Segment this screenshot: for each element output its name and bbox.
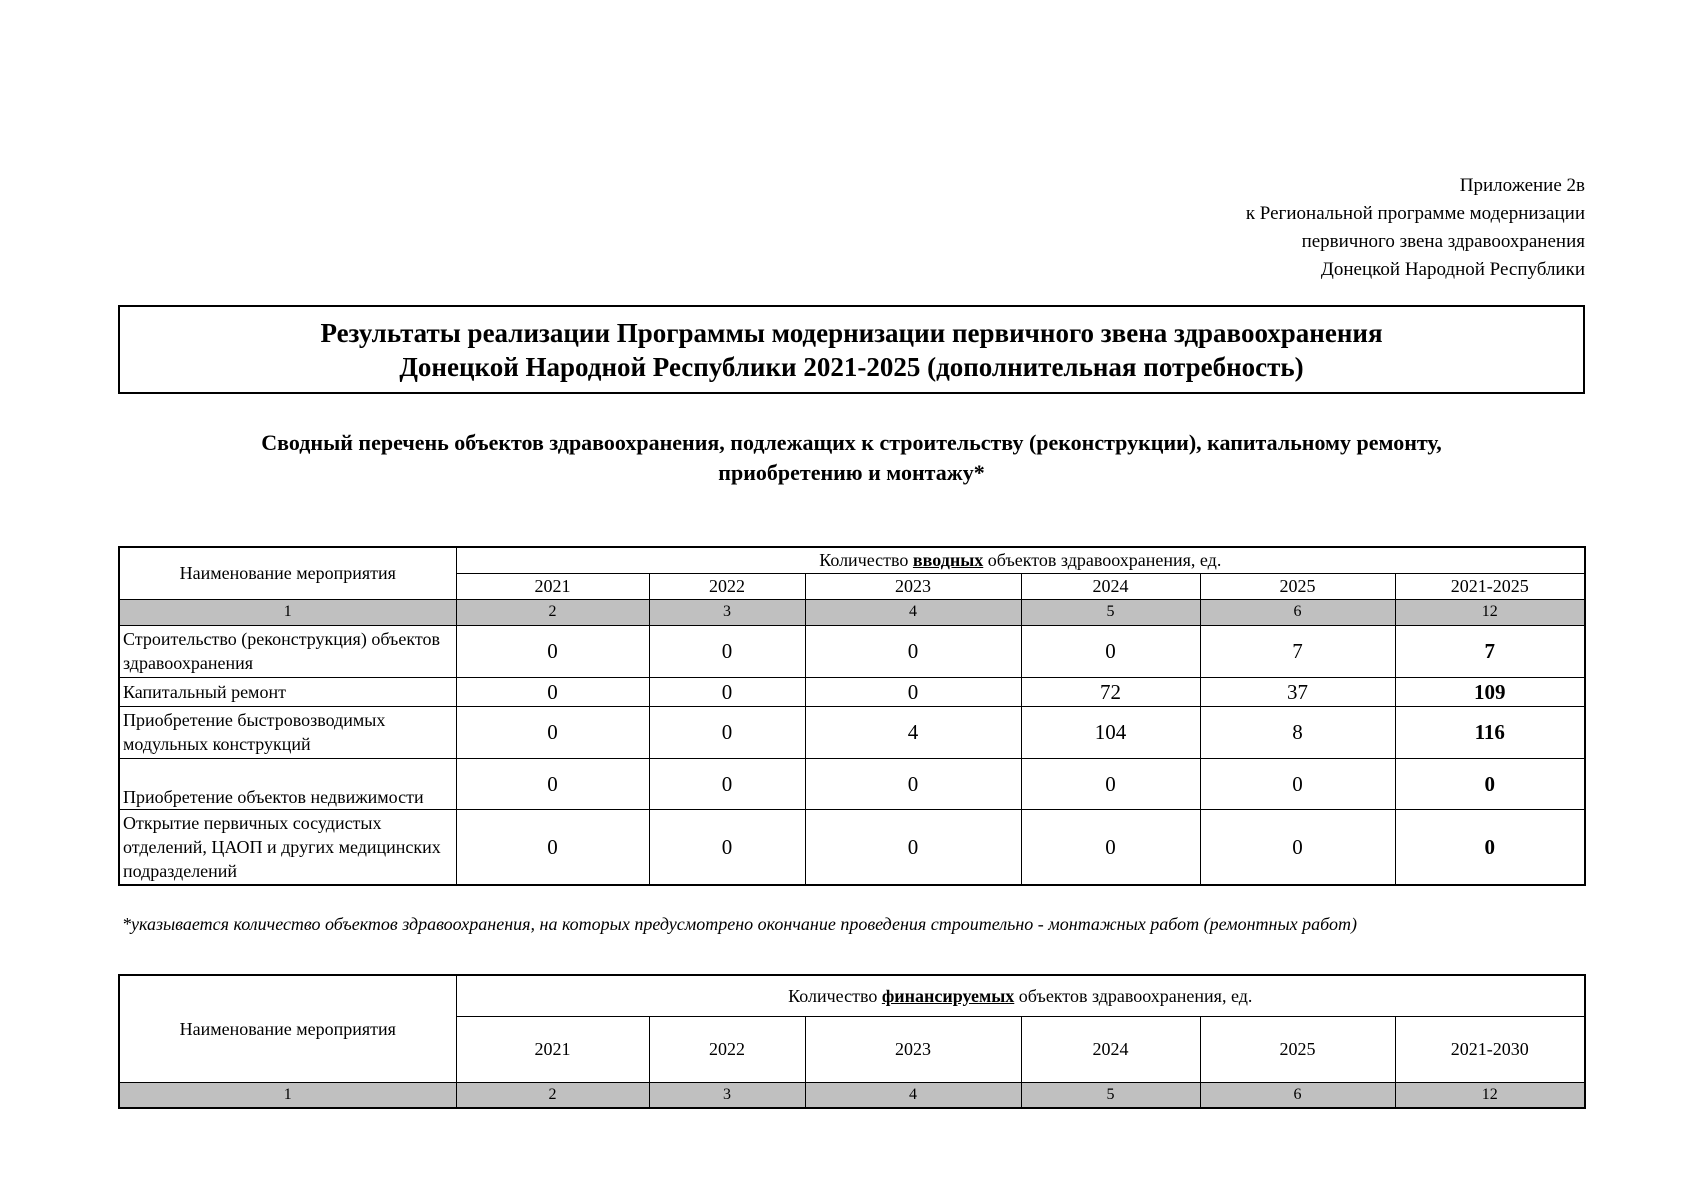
cell-value: 104: [1021, 706, 1200, 758]
column-number: 2: [456, 599, 649, 625]
cell-value: 0: [1021, 625, 1200, 677]
row-name: Открытие первичных сосудистых отделений, ЦАОП и других медицинских подразделений: [119, 809, 456, 885]
table-header-row: [119, 547, 1585, 573]
column-number: 3: [649, 599, 805, 625]
row-total: 116: [1395, 706, 1585, 758]
column-number: 12: [1395, 1082, 1585, 1108]
table-row: [119, 758, 1585, 809]
appendix-line: Приложение 2в: [1459, 175, 1585, 196]
row-total: 0: [1395, 758, 1585, 809]
group-header-pre: Количество: [819, 550, 913, 571]
row-total: 0: [1395, 809, 1585, 885]
cell-value: 8: [1200, 706, 1395, 758]
cell-value: 0: [456, 677, 649, 706]
cell-value: 0: [805, 809, 1021, 885]
year-header: 2024: [1021, 1016, 1200, 1082]
year-header: 2023: [805, 1016, 1021, 1082]
table-row: [119, 677, 1585, 706]
cell-value: 0: [456, 625, 649, 677]
cell-value: 72: [1021, 677, 1200, 706]
column-number: 4: [805, 599, 1021, 625]
row-total: 109: [1395, 677, 1585, 706]
column-number: 6: [1200, 599, 1395, 625]
column-number: 4: [805, 1082, 1021, 1108]
year-header: 2024: [1021, 573, 1200, 599]
group-header: [456, 547, 1585, 573]
cell-value: 0: [1200, 809, 1395, 885]
column-number: 12: [1395, 599, 1585, 625]
document-subtitle: [118, 428, 1585, 488]
year-header: 2021-2025: [1395, 573, 1585, 599]
cell-value: 0: [1200, 758, 1395, 809]
cell-value: 0: [805, 677, 1021, 706]
name-column-header: Наименование мероприятия: [119, 975, 456, 1082]
row-name: Приобретение объектов недвижимости: [119, 758, 456, 809]
column-number: 6: [1200, 1082, 1395, 1108]
subtitle-line: Сводный перечень объектов здравоохранения, подлежащих к строительству (реконструкции), капитальному ремонту,: [261, 430, 1442, 455]
group-header: [456, 975, 1585, 1016]
appendix-line: к Региональной программе модернизации: [1245, 203, 1585, 224]
cell-value: 0: [805, 625, 1021, 677]
column-number-row: [119, 1082, 1585, 1108]
subtitle-line: приобретению и монтажу*: [718, 460, 985, 485]
group-header-post: объектов здравоохранения, ед.: [983, 550, 1222, 571]
cell-value: 0: [649, 809, 805, 885]
year-header: 2025: [1200, 1016, 1395, 1082]
cell-value: 0: [649, 625, 805, 677]
name-column-header: Наименование мероприятия: [119, 547, 456, 599]
group-header-emphasis: финансируемых: [881, 985, 1015, 1006]
input-objects-table: [118, 546, 1586, 886]
title-line: Донецкой Народной Республики 2021-2025 (дополнительная потребность): [399, 351, 1304, 382]
appendix-line: Донецкой Народной Республики: [1320, 259, 1585, 280]
row-name: Капитальный ремонт: [119, 677, 456, 706]
cell-value: 0: [1021, 758, 1200, 809]
appendix-note: [1246, 172, 1585, 284]
year-header: 2025: [1200, 573, 1395, 599]
title-line: Результаты реализации Программы модернизации первичного звена здравоохранения: [320, 317, 1383, 348]
column-number: 5: [1021, 599, 1200, 625]
year-header: 2021: [456, 573, 649, 599]
cell-value: 0: [649, 706, 805, 758]
footnote: *указывается количество объектов здравоохранения, на которых предусмотрено окончание проведения строительно - монтажных работ (ремонтных работ): [122, 914, 1357, 934]
year-header: 2021: [456, 1016, 649, 1082]
row-name: Строительство (реконструкция) объектов здравоохранения: [119, 625, 456, 677]
year-header: 2022: [649, 573, 805, 599]
row-name: Приобретение быстровозводимых модульных конструкций: [119, 706, 456, 758]
year-header: 2022: [649, 1016, 805, 1082]
year-header: 2021-2030: [1395, 1016, 1585, 1082]
cell-value: 4: [805, 706, 1021, 758]
cell-value: 37: [1200, 677, 1395, 706]
cell-value: 0: [1021, 809, 1200, 885]
table-row: [119, 625, 1585, 677]
cell-value: 0: [805, 758, 1021, 809]
cell-value: 0: [456, 758, 649, 809]
cell-value: 0: [456, 809, 649, 885]
group-header-post: объектов здравоохранения, ед.: [1014, 985, 1253, 1006]
cell-value: 7: [1200, 625, 1395, 677]
column-number: 1: [119, 599, 456, 625]
document-title: [118, 305, 1585, 394]
appendix-line: первичного звена здравоохранения: [1301, 231, 1585, 252]
table-row: [119, 809, 1585, 885]
table-row: [119, 706, 1585, 758]
cell-value: 0: [649, 677, 805, 706]
financed-objects-table: [118, 974, 1586, 1109]
column-number-row: [119, 599, 1585, 625]
cell-value: 0: [649, 758, 805, 809]
column-number: 2: [456, 1082, 649, 1108]
row-total: 7: [1395, 625, 1585, 677]
group-header-pre: Количество: [788, 985, 882, 1006]
cell-value: 0: [456, 706, 649, 758]
column-number: 1: [119, 1082, 456, 1108]
column-number: 3: [649, 1082, 805, 1108]
column-number: 5: [1021, 1082, 1200, 1108]
group-header-emphasis: вводных: [912, 550, 984, 571]
table-header-row: [119, 975, 1585, 1016]
year-header: 2023: [805, 573, 1021, 599]
